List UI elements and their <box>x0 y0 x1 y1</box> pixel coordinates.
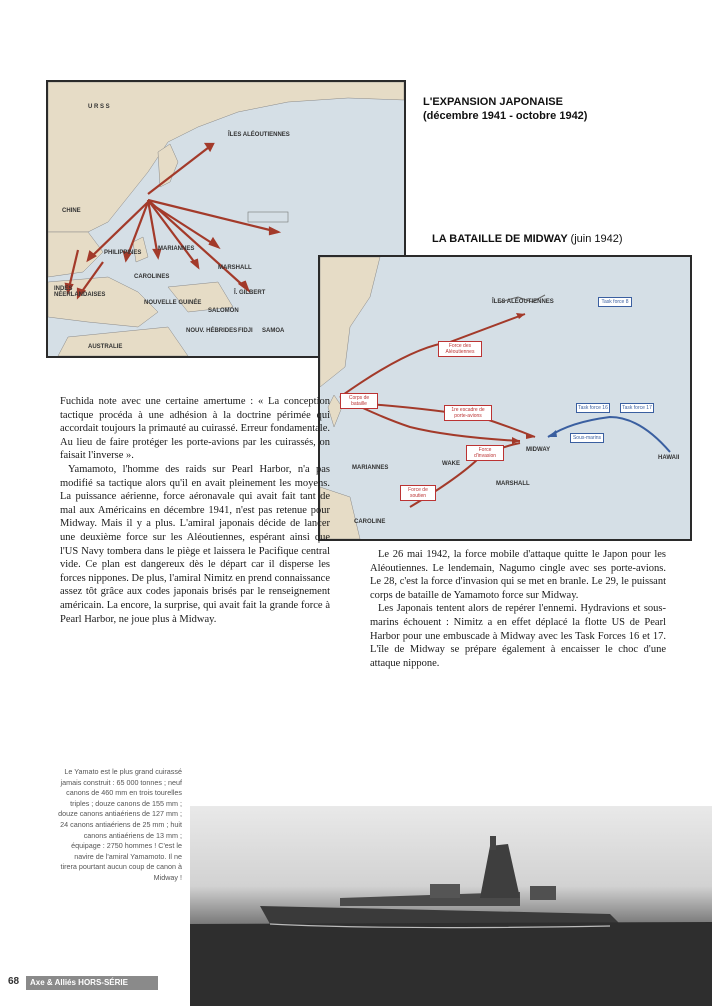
map-label-carolines: CAROLINES <box>134 274 170 280</box>
map-label-aleoutiennes: ÎLES ALÉOUTIENNES <box>492 299 554 305</box>
map-expansion-dates: (décembre 1941 - octobre 1942) <box>423 110 588 122</box>
paragraph: Le 26 mai 1942, la force mobile d'attaque quitte le Japon pour les Aléoutiennes. Le lendemain, Nagumo cingle avec ses porte-avions. Le 28, c'est la force d'invasion qui se met en branle. Le 29, le puissant corps de bataille de Yamamoto force sur Midway. <box>370 549 666 601</box>
map-label-salomon: SALOMON <box>208 308 239 314</box>
map-midway-caption <box>432 232 623 246</box>
map-label-indes: INDES NÉERLANDAISES <box>54 286 106 298</box>
us-task-force-box: Sous-marins <box>570 433 604 443</box>
map-label-australie: AUSTRALIE <box>88 344 123 350</box>
article-column-right <box>370 548 666 670</box>
map-label-mariannes: MARIANNES <box>352 465 389 471</box>
map-battle-of-midway <box>318 255 692 541</box>
paragraph: Yamamoto, l'homme des raids sur Pearl Harbor, n'a pas modifié sa tactique alors qu'il en avait pleinement les moyens. La puissance aérienne, force aéronavale qui avait fait tant de mal aux Américains en décembre 1941, n'est pas retenue pour Midway. Mais il y a plus. L'amiral japonais décide de lancer une deuxième force sur les Aléoutiennes, espérant ainsi que l'US Navy tombera dans le piège et laissera le Pacifique central vide. Ce plan est dangereux dès le départ car il disperse les forces nippones. De plus, l'amiral Nimitz en prend connaissance assez tôt grâce aux codes japonais brisés par le renseignement américain. La encore, la surprise, qui avait fait la grande force à Pearl Harbor, ne joue plus à Midway. <box>60 463 330 625</box>
article-column-left <box>60 395 330 626</box>
jp-force-box: Corps de bataille <box>340 393 378 409</box>
map-label-urss: U R S S <box>88 104 110 110</box>
jp-force-box: Force d'invasion <box>466 445 504 461</box>
us-task-force-box: Task force 8 <box>598 297 632 307</box>
map-expansion-caption <box>423 95 587 123</box>
page-number: 68 <box>8 976 20 987</box>
map-label-marshall: MARSHALL <box>496 481 530 487</box>
paragraph: Fuchida note avec une certaine amertume : « La conception tactique procéda à une adhésion à la doctrine périmée qui accordait toujours la primauté au cuirassé. Erreur fondamentale. Au lieu de faire protéger les porte-avions par les cuirassés, on faisait l'inverse ». <box>60 396 330 462</box>
map-midway-title: LA BATAILLE DE MIDWAY <box>432 233 568 245</box>
paragraph: Les Japonais tentent alors de repérer l'ennemi. Hydravions et sous-marins échouent : Nimitz a en effet déplacé la flotte US de Pearl Harbor pour une embuscade à Midway avec les Task Forces 16 et 17. L'île de Midway se prépare également à encaisser le choc d'une attaque nippone. <box>370 603 666 669</box>
map-label-nouvelle-guinee: NOUVELLE GUINÉE <box>144 300 202 306</box>
map-label-hebrides: NOUV. HÉBRIDES <box>186 328 238 334</box>
map-label-fidji: FIDJI <box>238 328 253 334</box>
magazine-tag: Axe & Alliés HORS-SÉRIE <box>26 976 158 990</box>
map-label-aleoutiennes: ÎLES ALÉOUTIENNES <box>228 132 290 138</box>
battleship-illustration <box>190 806 712 1006</box>
map-label-midway: MIDWAY <box>526 447 551 453</box>
map-label-mariannes: MARIANNES <box>158 246 195 252</box>
us-task-force-box: Task force 17 <box>620 403 654 413</box>
map-midway-dates: (juin 1942) <box>570 233 623 245</box>
map-label-marshall: MARSHALL <box>218 265 252 271</box>
map-label-samoa: SAMOA <box>262 328 285 334</box>
photo-caption: Le Yamato est le plus grand cuirassé jamais construit : 65 000 tonnes ; neuf canons de 460 mm en trois tourelles triples ; douze canons de 155 mm ; douze canons antiaériens de 127 mm ; 24 canons antiaériens de 25 mm ; huit canons antiaériens de 13 mm ; équipage : 2750 hommes ! C'est le navire de l'amiral Yamamoto. Il ne tirera pourtant aucun coup de canon à Midway ! <box>58 767 182 882</box>
jp-force-box: 1re escadre de porte-avions <box>444 405 492 421</box>
yamato-photo <box>190 806 712 1006</box>
jp-force-box: Force de soutien <box>400 485 436 501</box>
us-task-force-box: Task force 16 <box>576 403 610 413</box>
map-label-gilbert: Î. GILBERT <box>234 290 266 296</box>
map-label-hawaii: HAWAII <box>658 455 680 461</box>
map-label-chine: CHINE <box>62 208 81 214</box>
map-expansion-title: L'EXPANSION JAPONAISE <box>423 96 563 108</box>
jp-force-box: Force des Aléoutiennes <box>438 341 482 357</box>
map-label-philippines: PHILIPPINES <box>104 250 142 256</box>
map-label-wake: WAKE <box>442 461 460 467</box>
map-label-caroline: CAROLINE <box>354 519 386 525</box>
